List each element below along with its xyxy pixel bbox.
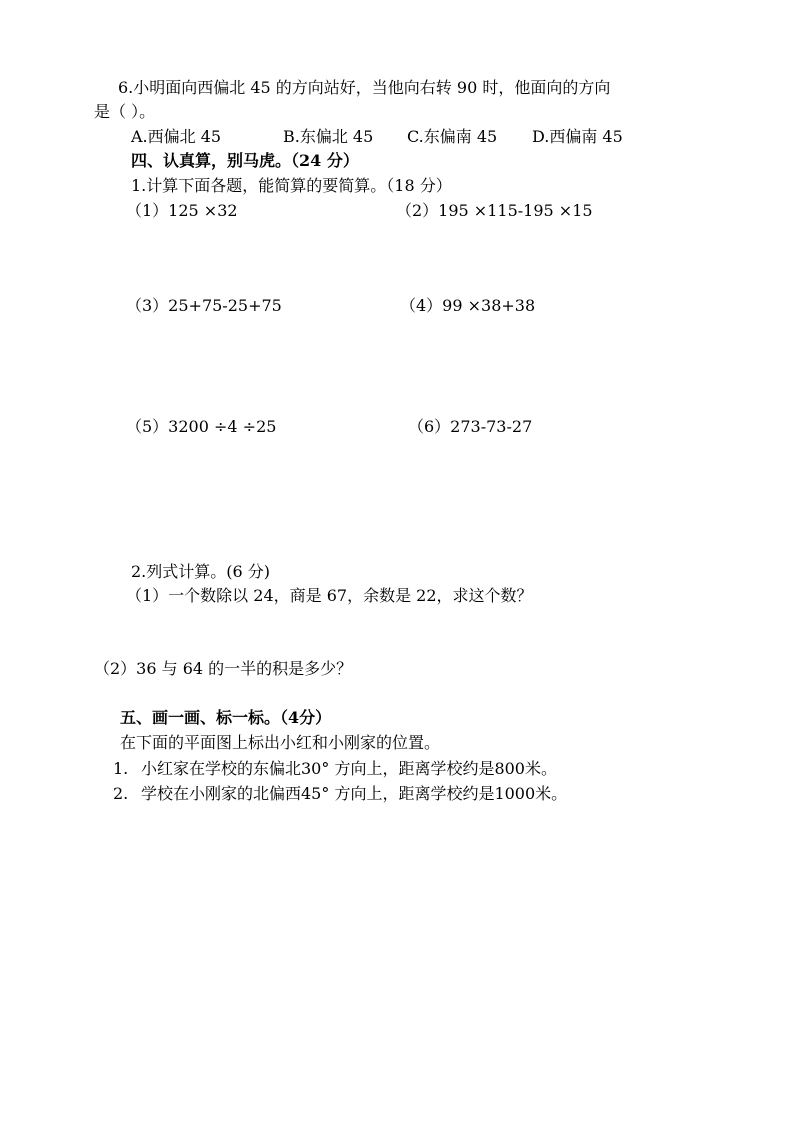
question-6-option-a: A.西偏北 45	[131, 127, 222, 146]
question-6-option-b: B.东偏北 45	[283, 127, 374, 146]
section-5-item-2-text: 学校在小刚家的北偏西45° 方向上，距离学校约是1000米。	[141, 784, 568, 803]
question-6-line1: 6.小明面向西偏北 45 的方向站好，当他向右转 90 时，他面向的方向	[118, 78, 611, 97]
problem-2: （2）195 ×115-195 ×15	[396, 201, 593, 220]
section-5-item-1-number: 1.	[113, 759, 129, 778]
section-5-intro: 在下面的平面图上标出小红和小刚家的位置。	[120, 733, 441, 752]
part-2-question-1: （1）一个数除以 24，商是 67，余数是 22，求这个数？	[126, 586, 533, 605]
problem-1: （1）125 ×32	[126, 201, 238, 220]
section-4-title: 四、认真算，别马虎。（24 分）	[131, 151, 359, 170]
question-6-option-c: C.东偏南 45	[407, 127, 498, 146]
section-4-part-1-title: 1.计算下面各题，能简算的要简算。（18 分）	[131, 176, 452, 195]
problem-4: （4）99 ×38+38	[400, 296, 536, 315]
section-5-item-1-text: 小红家在学校的东偏北30° 方向上，距离学校约是800米。	[141, 759, 557, 778]
part-2-question-2: （2）36 与 64 的一半的积是多少？	[94, 659, 353, 678]
section-4-part-2-title: 2.列式计算。(6 分)	[131, 562, 271, 581]
question-6-line2: 是（ ）。	[94, 102, 156, 121]
problem-6: （6）273-73-27	[408, 417, 533, 436]
question-6-option-d: D.西偏南 45	[532, 127, 623, 146]
problem-3: （3）25+75-25+75	[126, 296, 282, 315]
problem-5: （5）3200 ÷4 ÷25	[126, 417, 277, 436]
section-5-title: 五、画一画、标一标。（4分）	[120, 708, 332, 727]
section-5-item-2-number: 2.	[113, 784, 129, 803]
